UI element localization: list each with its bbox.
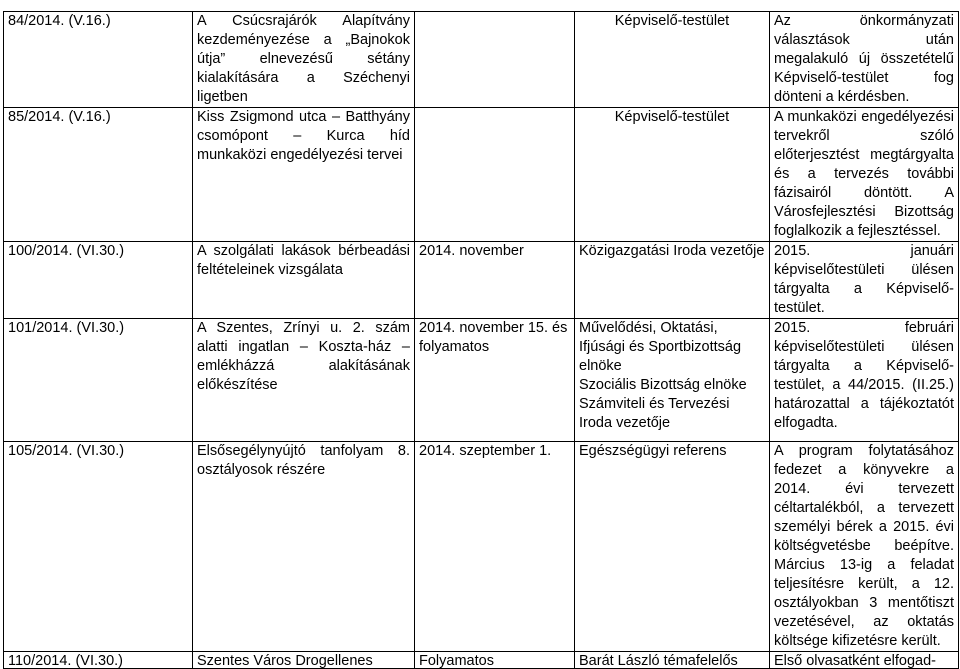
resolution-number: 85/2014. (V.16.) [4,108,193,242]
resolution-subject [193,652,415,669]
resolution-deadline: 2014. november [415,242,575,319]
resolution-subject: A Csúcsrajárók Alapítvány kezdeményezése a „Bajnokok útja” elnevezésű sétány kialakítására a Széchenyi ligetben [193,12,415,108]
responsible-line: Művelődési, Oktatási, Ifjúsági és Sportbizottság elnöke [579,320,742,374]
resolution-responsible [575,652,770,669]
resolution-subject: Elsősegélynyújtó tanfolyam 8. osztályosok részére [193,442,415,652]
resolution-status: A program folytatásához fedezet a könyvekre a 2014. évi tervezett céltartalékból, a tervezett személyi bérek a 2015. évi költségvetésbe beépítve. Március 13-ig a feladat teljesítésre került, a 12. osztályokban 3 mentőtiszt vezetésével, az oktatás költsége kifizetésre került. [770,442,959,652]
resolution-status [770,652,959,669]
resolution-number: 101/2014. (VI.30.) [4,319,193,442]
resolution-subject-text: Szentes Város Drogellenes [197,653,373,668]
resolutions-table [3,11,959,669]
resolution-number: 84/2014. (V.16.) [4,12,193,108]
resolution-subject: A szolgálati lakások bérbeadási feltételeinek vizsgálata [193,242,415,319]
resolution-deadline: 2014. szeptember 1. [415,442,575,652]
resolution-responsible: Egészségügyi referens [575,442,770,652]
resolution-number [4,652,193,669]
resolution-number: 105/2014. (VI.30.) [4,442,193,652]
resolution-status-text: Első olvasatként elfogad- [774,653,937,668]
table-row [4,652,959,669]
resolution-number: 100/2014. (VI.30.) [4,242,193,319]
table-row [4,442,959,652]
resolution-responsible: Képviselő-testület [575,108,770,242]
resolution-responsible: Képviselő-testület [575,12,770,108]
resolution-status: Az önkormányzati választások után megalakuló új összetételű Képviselő-testület fog dönteni a kérdésben. [770,12,959,108]
responsible-line: Szociális Bizottság elnöke [579,377,747,393]
resolution-responsible: Közigazgatási Iroda vezetője [575,242,770,319]
resolution-status: A munkaközi engedélyezési tervekről szóló előterjesztést megtárgyalta és a tervezés további fázisairól döntött. A Városfejlesztési Bizottság foglalkozik a fejlesztéssel. [770,108,959,242]
resolution-deadline [415,652,575,669]
resolution-deadline [415,108,575,242]
resolution-responsible [575,319,770,442]
resolution-subject: A Szentes, Zrínyi u. 2. szám alatti ingatlan – Koszta-ház – emlékházzá alakításának előkészítése [193,319,415,442]
resolution-subject: Kiss Zsigmond utca – Batthyány csomópont – Kurca híd munkaközi engedélyezési tervei [193,108,415,242]
responsible-line: Számviteli és Tervezési Iroda vezetője [579,396,730,431]
resolution-deadline-text: Folyamatos [419,653,494,668]
resolution-status: 2015. januári képviselőtestületi ülésen tárgyalta a Képviselő-testület. [770,242,959,319]
resolution-number-text: 110/2014. (VI.30.) [8,653,124,668]
resolution-deadline [415,12,575,108]
table-row [4,242,959,319]
table-row [4,12,959,108]
table-row [4,108,959,242]
resolution-status: 2015. februári képviselőtestületi ülésen tárgyalta a Képviselő-testület, a 44/2015. (II.25.) határozattal a tájékoztatót elfogadta. [770,319,959,442]
resolution-deadline: 2014. november 15. és folyamatos [415,319,575,442]
table-row [4,319,959,442]
resolution-responsible-text: Barát László témafelelős [579,653,738,668]
